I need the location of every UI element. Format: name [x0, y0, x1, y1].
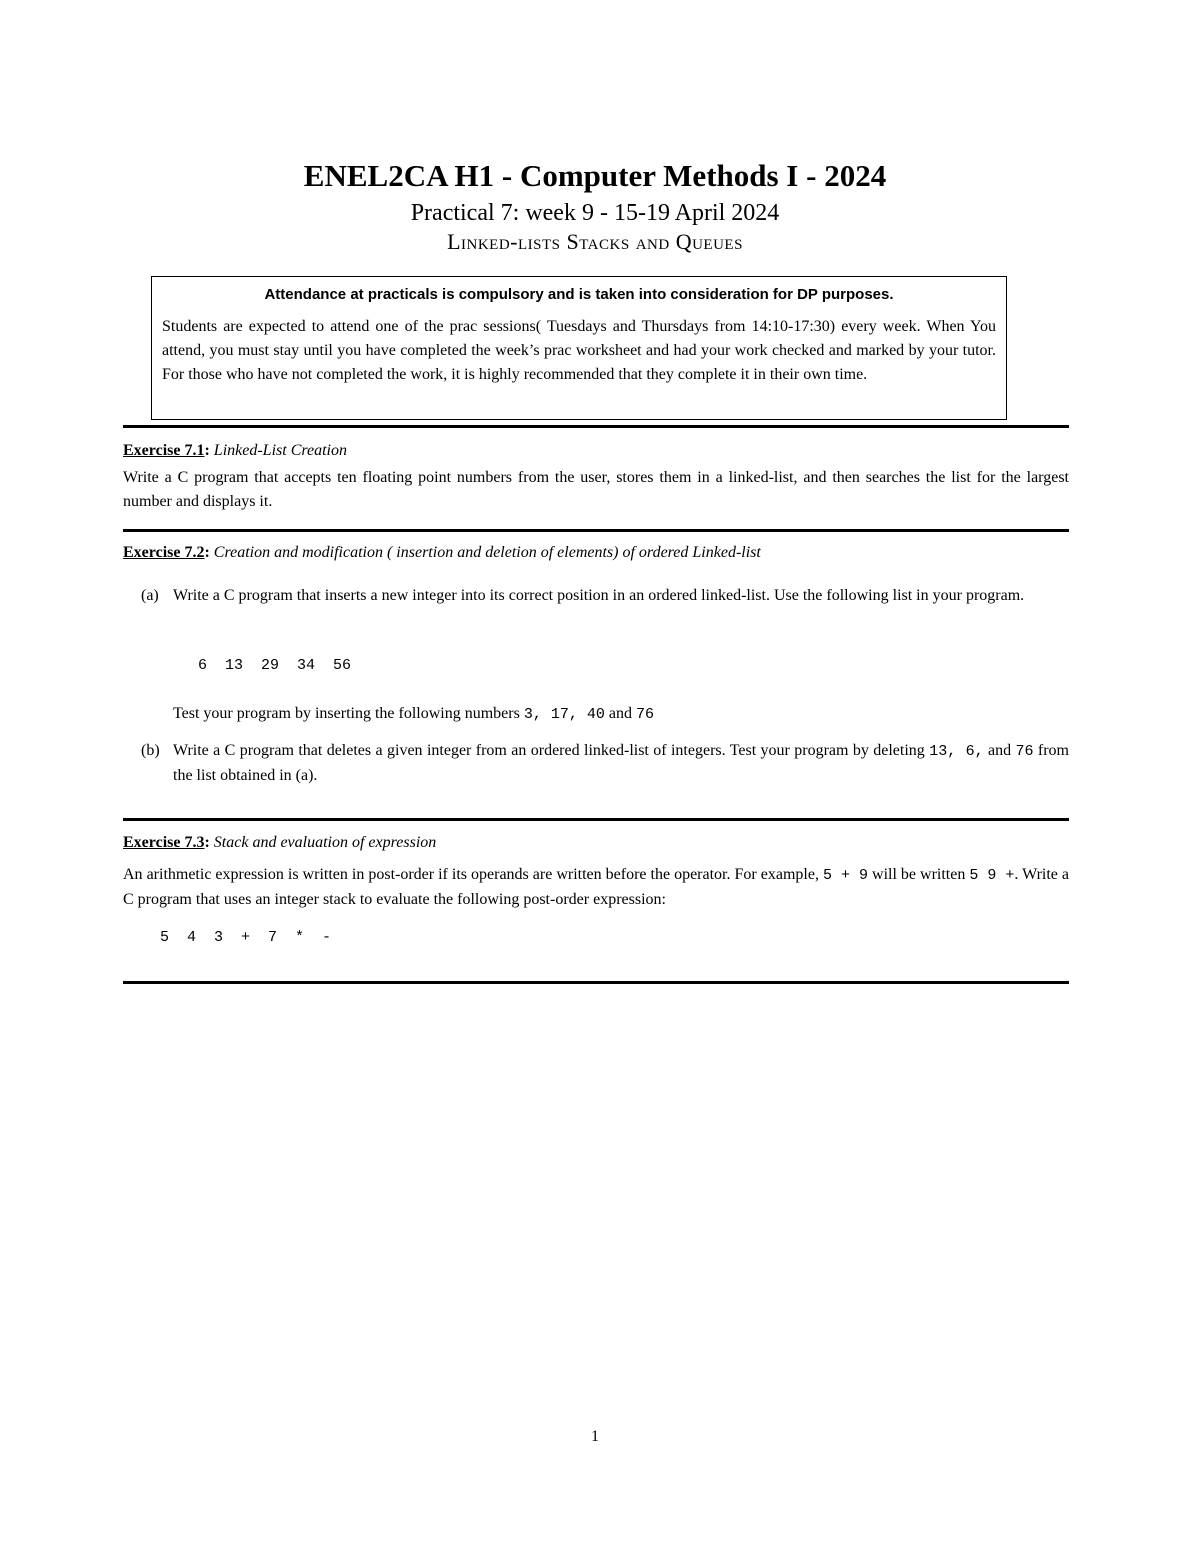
- part-b-delete-numbers: 13, 6,: [929, 743, 984, 760]
- exercise-7-3-body-1: An arithmetic expression is written in post-order if its operands are written before the operator. For example,: [123, 866, 823, 883]
- attendance-notice-heading: Attendance at practicals is compulsory and is taken into consideration for DP purposes.: [264, 286, 894, 303]
- exercise-7-3-body: [123, 863, 1069, 912]
- part-b-delete-last: 76: [1015, 743, 1034, 760]
- part-a-test-numbers: 3, 17, 40: [523, 706, 605, 723]
- part-a-marker: (a): [141, 587, 159, 604]
- attendance-notice-body: Students are expected to attend one of the prac sessions( Tuesdays and Thursdays from 14:10-17:30) every week. When You attend, you must stay until you have completed the week’s prac worksheet and had your work checked and marked by your tutor. For those who have not completed the work, it is highly recommended that they complete it in their own time.: [162, 318, 996, 383]
- part-b-and: and: [983, 742, 1016, 759]
- part-b-instructions: Write a C program that deletes a given integer from an ordered linked-list of integers. Test your program by deleting: [173, 742, 925, 759]
- ordered-list-values: 6 13 29 34 56: [198, 657, 352, 674]
- exercise-7-3-label: Exercise 7.3: [123, 834, 205, 851]
- exercise-7-2-part-a: [141, 584, 1069, 608]
- exercise-7-2-title: Creation and modification ( insertion and deletion of elements) of ordered Linked-list: [213, 544, 761, 561]
- document-title: ENEL2CA H1 - Computer Methods I - 2024: [303, 158, 887, 193]
- postfix-example: 5 9 +: [969, 867, 1015, 884]
- part-b-marker: (b): [141, 742, 160, 759]
- exercise-7-3-heading: Exercise 7.3: Stack and evaluation of expression: [123, 834, 437, 851]
- practical-subtitle: Practical 7: week 9 - 15-19 April 2024: [410, 200, 780, 226]
- infix-example: 5 + 9: [822, 867, 868, 884]
- part-b-text: [173, 739, 1069, 788]
- exercise-7-2-label: Exercise 7.2: [123, 544, 205, 561]
- section-divider: [123, 818, 1069, 821]
- exercise-7-1-body: Write a C program that accepts ten floating point numbers from the user, stores them in a linked-list, and then searches the list for the largest number and displays it.: [123, 469, 1069, 510]
- attendance-notice-box: [151, 276, 1007, 420]
- exercise-7-3-body-2: will be written: [868, 866, 970, 883]
- exercise-7-3-title: Stack and evaluation of expression: [213, 834, 437, 851]
- exercise-7-2-heading: Exercise 7.2: Creation and modification ( insertion and deletion of elements) of ordered Linked-list: [123, 544, 761, 561]
- postfix-expression: 5 4 3 + 7 * -: [160, 929, 332, 946]
- exercise-7-1-label: Exercise 7.1: [123, 442, 205, 459]
- section-divider: [123, 981, 1069, 984]
- exercise-7-3-body-3: . Write a C program that uses an integer stack to evaluate the following post-order expression:: [123, 866, 1070, 908]
- exercise-7-2-part-b: [141, 739, 1069, 788]
- page-number: 1: [591, 1428, 599, 1445]
- part-a-test-prefix: Test your program by inserting the following numbers: [173, 705, 524, 722]
- part-a-test-and: and: [604, 705, 636, 722]
- section-divider: [123, 425, 1069, 428]
- part-a-text: Write a C program that inserts a new integer into its correct position in an ordered linked-list. Use the following list in your program.: [173, 587, 1025, 604]
- practical-topic: Linked-lists Stacks and Queues: [447, 229, 743, 254]
- section-divider: [123, 529, 1069, 532]
- part-a-test-instructions: [173, 702, 1069, 727]
- part-b-suffix: from the list obtained in (a).: [173, 742, 1069, 784]
- part-a-test-last: 76: [635, 706, 654, 723]
- exercise-7-1-heading: Exercise 7.1: Linked-List Creation: [123, 442, 347, 459]
- exercise-7-1-title: Linked-List Creation: [213, 442, 347, 459]
